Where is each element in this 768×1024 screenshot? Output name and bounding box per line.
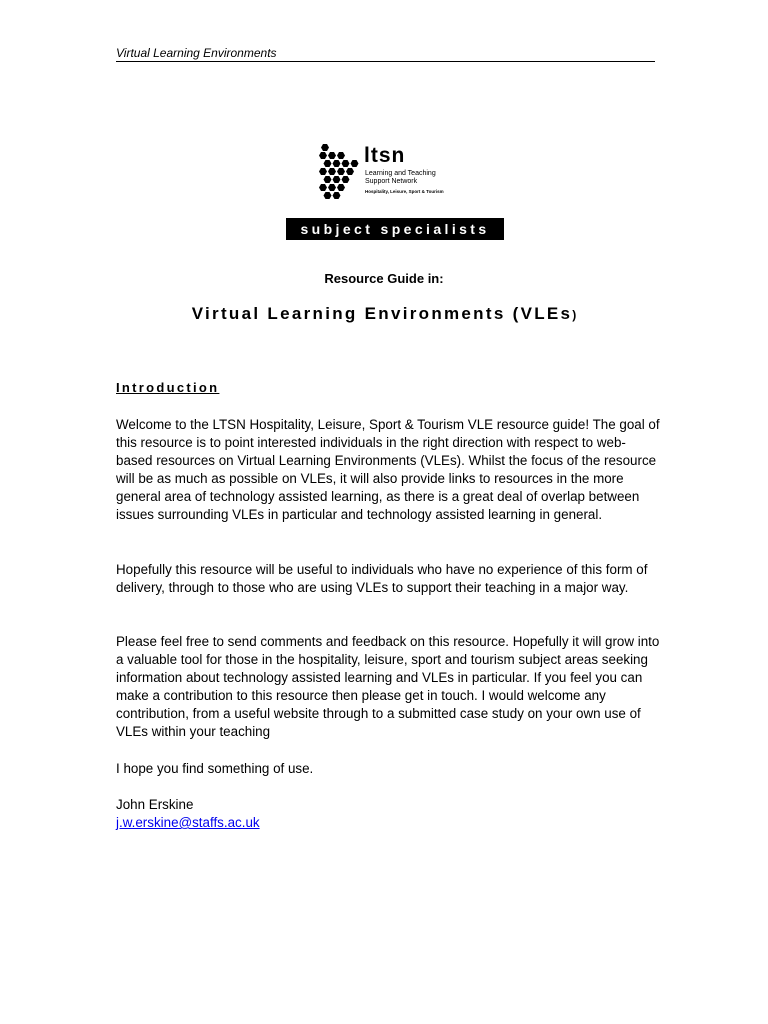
intro-paragraph-2: Hopefully this resource will be useful to individuals who have no experience of this form of delivery, through to those who are using VLEs to support their teaching in a major way. — [116, 562, 648, 595]
logo-tagline-2: Support Network — [365, 178, 418, 185]
document-title — [0, 303, 768, 326]
resource-guide-label: Resource Guide in: — [324, 271, 444, 286]
author-name: John Erskine — [116, 797, 194, 812]
logo-wordmark: ltsn — [364, 144, 406, 167]
banner-text: subject specialists — [300, 221, 490, 237]
document-title-text: Virtual Learning Environments (VLEs — [191, 304, 573, 323]
section-heading-introduction: Introduction — [116, 380, 220, 395]
document-title-paren: ) — [572, 308, 577, 322]
subject-specialists-banner — [286, 218, 504, 240]
ltsn-logo — [318, 143, 468, 199]
author-email-link[interactable]: j.w.erskine@staffs.ac.uk — [116, 815, 260, 830]
intro-paragraph-1: Welcome to the LTSN Hospitality, Leisure, Sport & Tourism VLE resource guide! The goal of this resource is to point interested individuals in the right direction with respect to web-based resources on Virtual Learning Environments (VLEs). Whilst the focus of the resource will be as much as possible on VLEs, it will also provide links to resources in the more general area of technology assisted learning, as there is a great deal of overlap between issues surrounding VLEs in particular and technology assisted learning in general. — [116, 417, 660, 522]
logo-tagline-1: Learning and Teaching — [365, 170, 436, 177]
logo-subject-line: Hospitality, Leisure, Sport & Tourism — [365, 189, 444, 194]
hexagon-cluster-icon — [318, 143, 362, 199]
running-header — [116, 44, 655, 62]
intro-paragraph-3: Please feel free to send comments and feedback on this resource. Hopefully it will grow into a valuable tool for those in the hospitality, leisure, sport and tourism subject areas seeking information about technology assisted learning and VLEs in particular. If you feel you can make a contribution to this resource then please get in touch. I would welcome any contribution, from a useful website through to a submitted case study on your own use of VLEs within your teaching — [116, 634, 660, 739]
header-title: Virtual Learning Environments — [116, 46, 277, 60]
intro-paragraph-4: I hope you find something of use. — [116, 761, 314, 776]
